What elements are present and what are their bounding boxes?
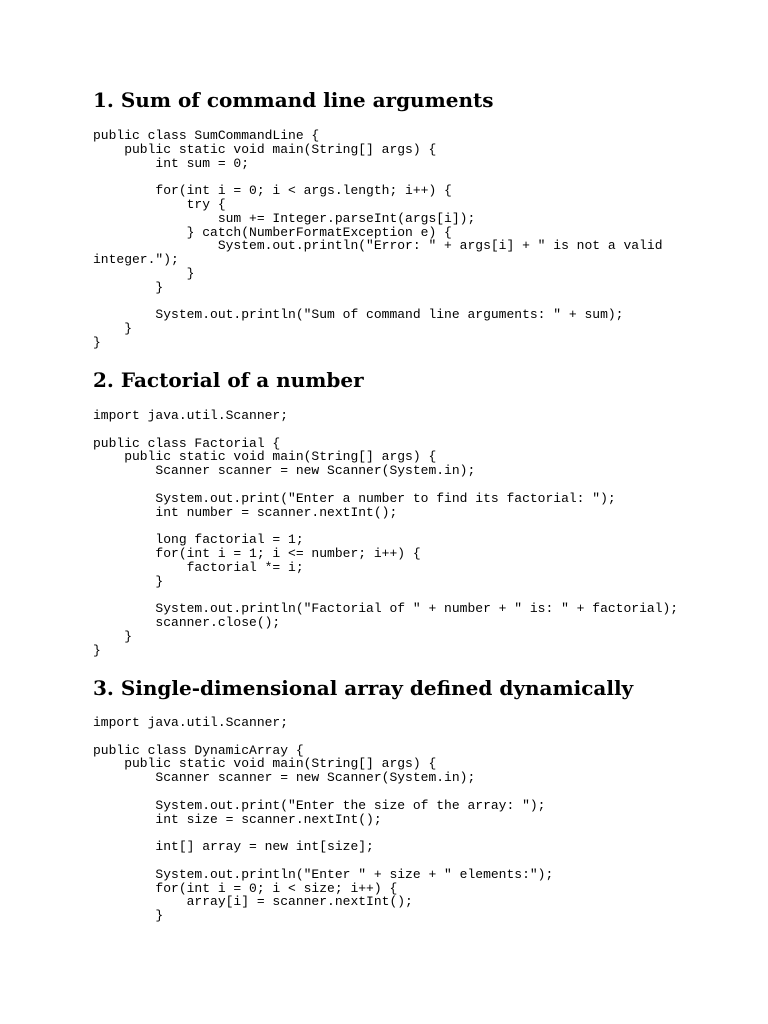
code-block-factorial: import java.util.Scanner; public class Factorial { public static void main(String[] args) { Scanner scanner = new Scanner(System.in); System.out.print("Enter a number to find its factorial: "); int number = scanner.nextInt(); long factorial = 1; for(int i = 1; i <= number; i++) { factorial *= i; } System.out.println("Factorial of " + number + " is: " + factorial); scanner.close(); } } [93, 408, 679, 658]
code-block-sum-command-line: public class SumCommandLine { public static void main(String[] args) { int sum = 0; for(int i = 0; i < args.length; i++) { try { sum += Integer.parseInt(args[i]); } catch(NumberFormatException e) { System.out.println("Error: " + args[i] + " is not a valid integer."); } } System.out.println("Sum of command line arguments: " + sum); } } [93, 128, 663, 350]
section-heading-factorial: 2. Factorial of a number [93, 368, 364, 392]
section-heading-dynamic-array: 3. Single-dimensional array defined dynamically [93, 676, 634, 700]
section-heading-sum-command-line: 1. Sum of command line arguments [93, 88, 494, 112]
code-block-dynamic-array: import java.util.Scanner; public class DynamicArray { public static void main(String[] args) { Scanner scanner = new Scanner(System.in); System.out.print("Enter the size of the array: "); int size = scanner.nextInt(); int[] array = new int[size]; System.out.println("Enter " + size + " elements:"); for(int i = 0; i < size; i++) { array[i] = scanner.nextInt(); } [93, 715, 554, 924]
